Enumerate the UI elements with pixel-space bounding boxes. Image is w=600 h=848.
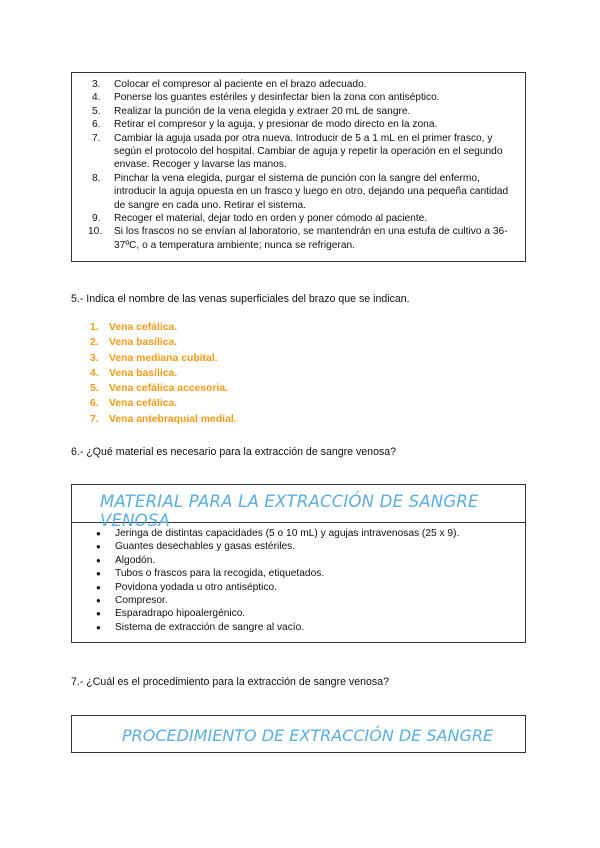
vein-number: 5. xyxy=(90,383,99,395)
step-text: Si los frascos no se envían al laboratorio, se mantendrán en una estufa de cultivo a 36-37ºC, o a temperatura ambiente; nunca se refrigeran. xyxy=(114,226,508,251)
list-item xyxy=(72,621,525,634)
material-title: MATERIAL PARA LA EXTRACCIÓN DE SANGRE VENOSA xyxy=(72,485,525,523)
list-item xyxy=(90,381,237,396)
list-item xyxy=(90,396,237,411)
vein-number: 7. xyxy=(90,413,99,425)
list-item xyxy=(90,335,237,350)
vein-name: Vena basílica. xyxy=(109,337,178,349)
step-number: 4. xyxy=(92,92,101,104)
list-item xyxy=(90,320,237,335)
step-text: Colocar el compresor al paciente en el brazo adecuado. xyxy=(114,79,367,90)
list-item xyxy=(72,212,525,225)
procedure-title: PROCEDIMIENTO DE EXTRACCIÓN DE SANGRE xyxy=(122,726,494,745)
vein-number: 6. xyxy=(90,398,99,410)
step-number: 7. xyxy=(92,132,101,144)
bullet-icon: ● xyxy=(96,569,101,579)
question-7: 7.- ¿Cuál es el procedimiento para la extracción de sangre venosa? xyxy=(71,676,389,688)
bullet-icon: ● xyxy=(96,542,101,552)
step-text: Retirar el compresor y la aguja, y presionar de modo directo en la zona. xyxy=(114,119,438,131)
material-text: Algodón. xyxy=(115,554,156,566)
material-box xyxy=(71,484,526,643)
material-text: Esparadrapo hipoalergénico. xyxy=(115,608,246,620)
list-item xyxy=(72,172,525,212)
step-number: 10. xyxy=(88,226,103,238)
vein-name: Vena antebraquial medial. xyxy=(109,413,237,425)
list-item xyxy=(72,567,525,580)
vein-name: Vena cefálica. xyxy=(109,322,178,333)
list-item xyxy=(72,581,525,594)
list-item xyxy=(72,78,525,91)
step-text: Cambiar la aguja usada por otra nueva. Introducir de 5 a 1 mL en el primer frasco, y según el protocolo del hospital. Cambiar de aguja y repetir la operación en el segundo envase. Recoger y lavarse las manos. xyxy=(114,132,503,171)
vein-name: Vena basílica. xyxy=(109,367,178,379)
vein-number: 1. xyxy=(90,322,99,333)
material-text: Jeringa de distintas capacidades (5 o 10 mL) y agujas intravenosas (25 x 9). xyxy=(115,528,460,539)
vein-number: 2. xyxy=(90,337,99,349)
material-text: Guantes desechables y gasas estériles. xyxy=(115,541,296,553)
list-item xyxy=(72,105,525,118)
material-text: Compresor. xyxy=(115,595,168,607)
step-text: Pinchar la vena elegida, purgar el sistema de punción con la sangre del enfermo, introducir la aguja opuesta en un frasco y luego en otro, dejando una pequeña cantidad de sangre en cada uno. Retirar el sistema. xyxy=(114,172,509,211)
vein-name: Vena cefálica accesoria. xyxy=(109,383,228,395)
list-item xyxy=(90,351,237,366)
step-text: Ponerse los guantes estériles y desinfectar bien la zona con antiséptico. xyxy=(114,92,440,104)
material-text: Sistema de extracción de sangre al vacío. xyxy=(115,621,305,633)
steps-box xyxy=(71,72,526,262)
material-text: Tubos o frascos para la recogida, etiquetados. xyxy=(115,568,325,580)
list-item xyxy=(72,132,525,172)
list-item xyxy=(72,594,525,607)
veins-answer-list xyxy=(90,320,237,427)
steps-list xyxy=(72,73,525,252)
list-item xyxy=(72,527,525,540)
step-number: 6. xyxy=(92,119,101,131)
procedure-box xyxy=(71,715,526,753)
list-item xyxy=(72,118,525,131)
list-item xyxy=(90,412,237,427)
list-item xyxy=(72,554,525,567)
list-item xyxy=(72,540,525,553)
vein-name: Vena cefálica. xyxy=(109,398,178,410)
bullet-icon: ● xyxy=(96,555,101,565)
vein-number: 4. xyxy=(90,367,99,379)
vein-name: Vena mediana cubital. xyxy=(109,352,218,364)
step-number: 3. xyxy=(92,79,101,90)
bullet-icon: ● xyxy=(96,609,101,619)
list-item xyxy=(72,91,525,104)
list-item xyxy=(72,607,525,620)
step-text: Recoger el material, dejar todo en orden y poner cómodo al paciente. xyxy=(114,213,428,225)
materials-list xyxy=(72,523,525,634)
bullet-icon: ● xyxy=(96,582,101,592)
question-6: 6.- ¿Qué material es necesario para la extracción de sangre venosa? xyxy=(71,446,397,458)
material-text: Povidona yodada u otro antiséptico. xyxy=(115,581,277,593)
list-item xyxy=(72,225,525,252)
step-number: 9. xyxy=(92,213,101,225)
list-item xyxy=(90,366,237,381)
step-number: 5. xyxy=(92,105,101,117)
bullet-icon: ● xyxy=(96,596,101,606)
question-5: 5.- Indica el nombre de las venas superficiales del brazo que se indican. xyxy=(71,293,410,305)
bullet-icon: ● xyxy=(96,529,101,538)
step-text: Realizar la punción de la vena elegida y extraer 20 mL de sangre. xyxy=(114,105,411,117)
vein-number: 3. xyxy=(90,352,99,364)
step-number: 8. xyxy=(92,172,101,184)
bullet-icon: ● xyxy=(96,622,101,632)
